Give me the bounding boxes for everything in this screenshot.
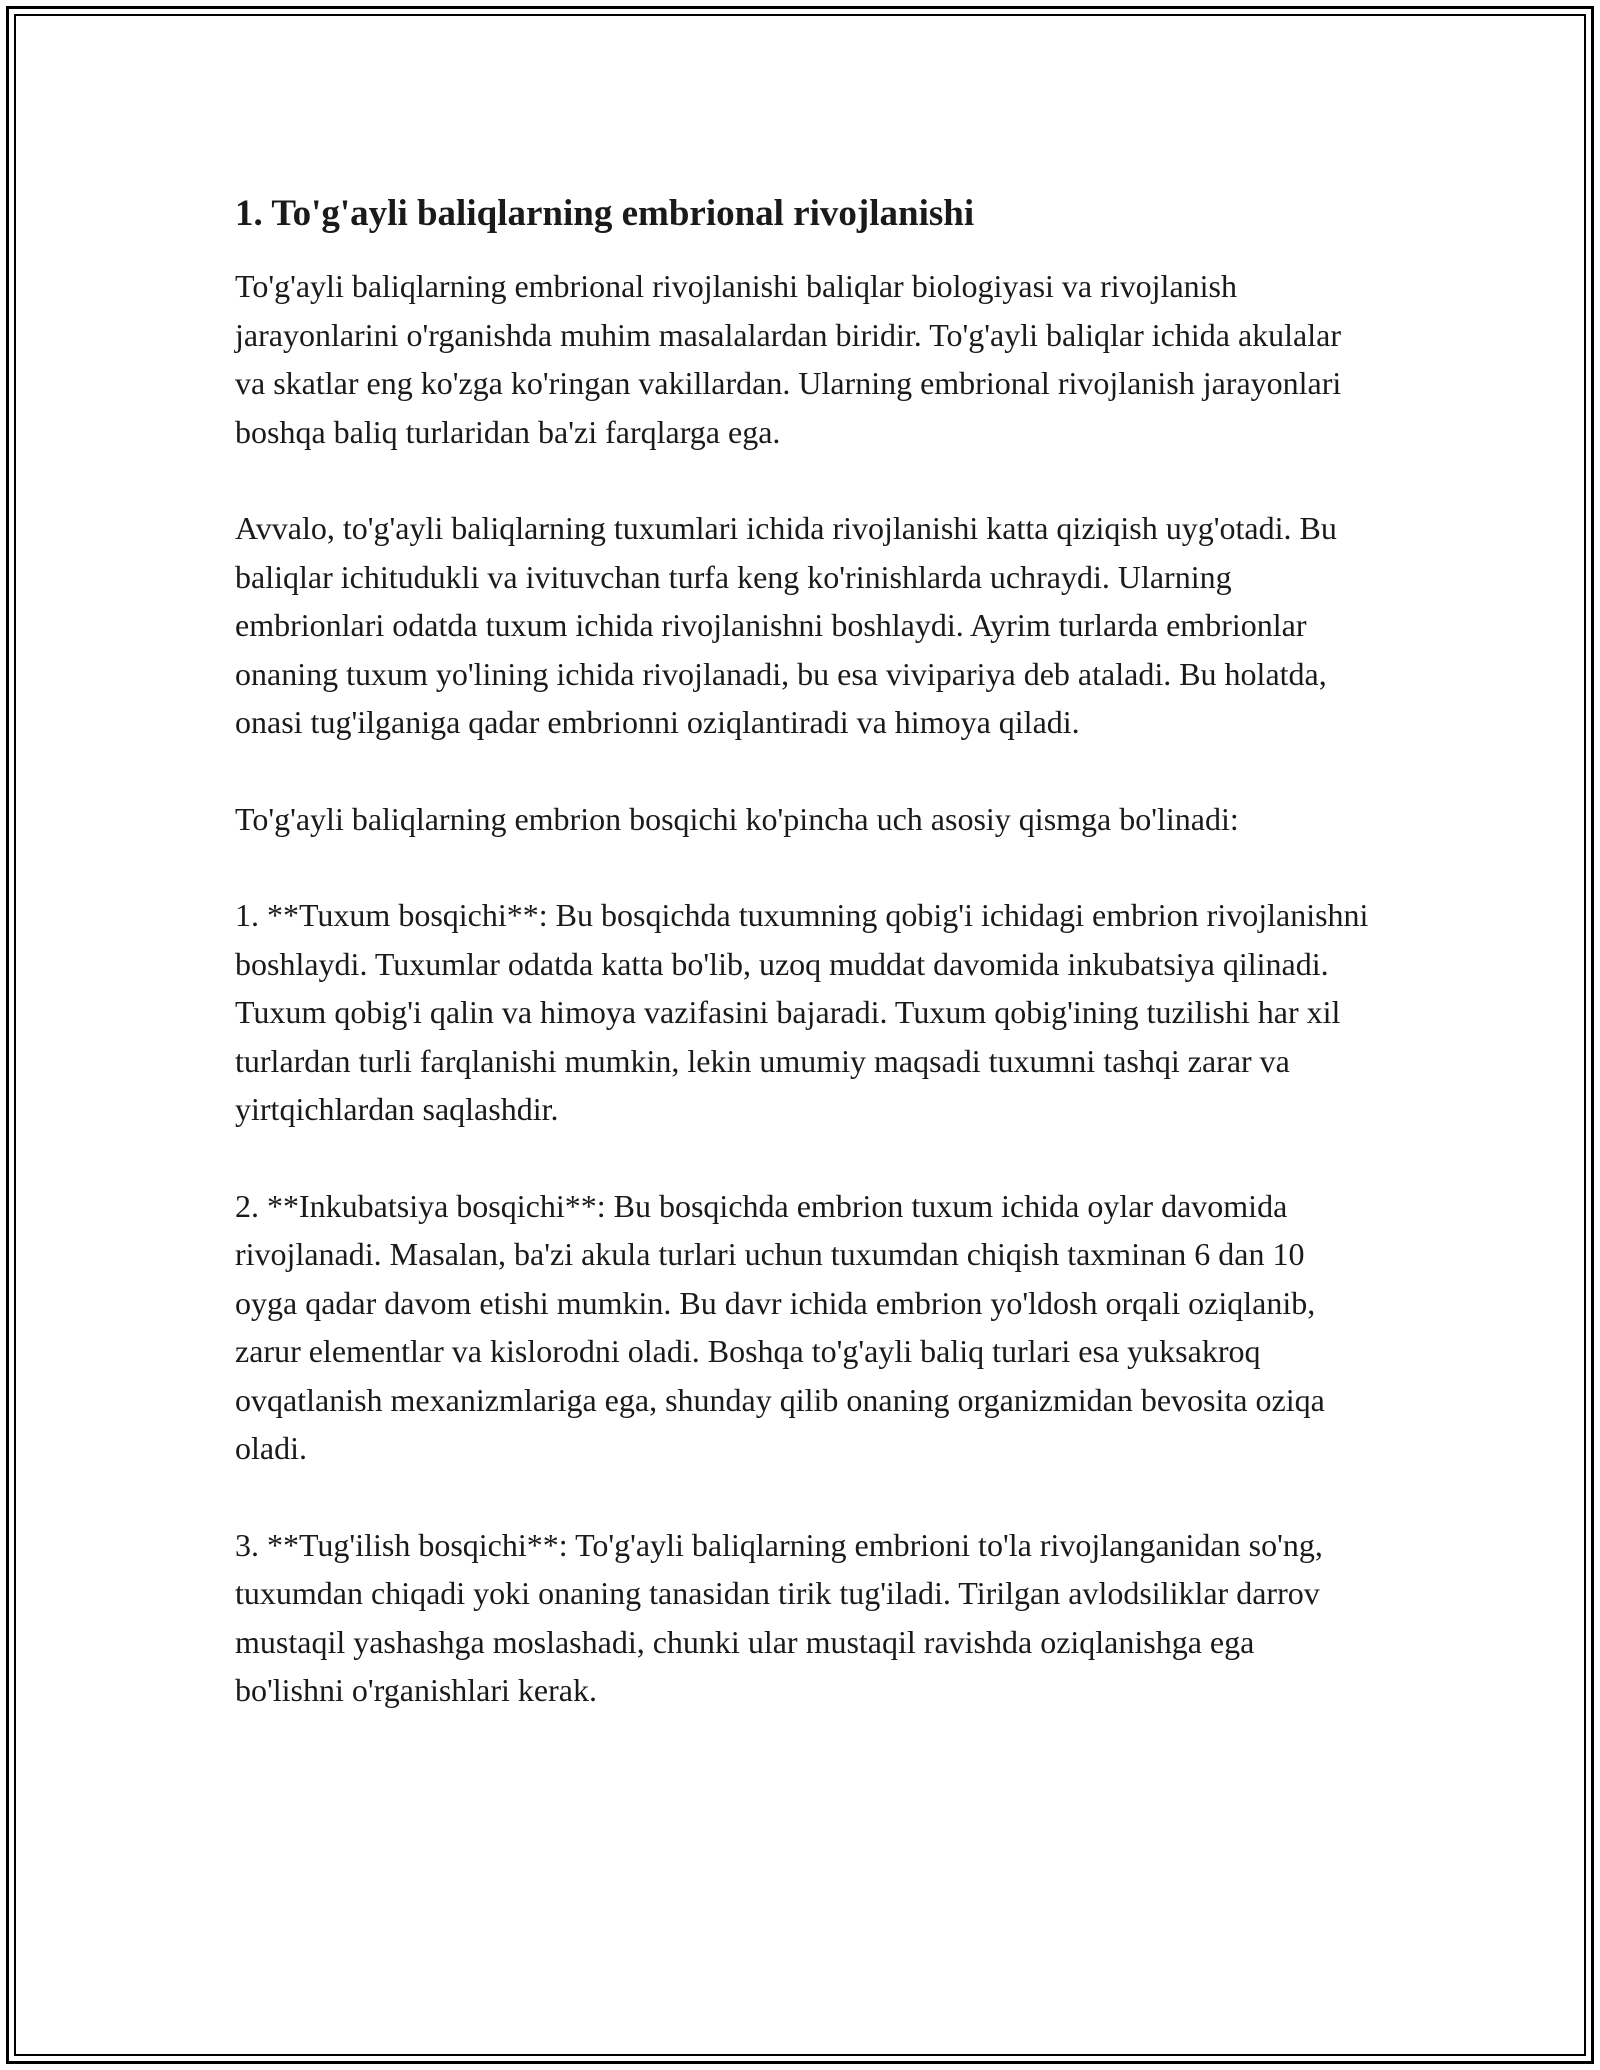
- paragraph-development: Avvalo, to'g'ayli baliqlarning tuxumlari ichida rivojlanishi katta qiziqish uyg'otadi. Bu baliqlar ichitudukli va ivituvchan turfa keng ko'rinishlarda uchraydi. Ularning embrionlari odatda tuxum ichida rivojlanishni boshlaydi. Ayrim turlarda embrionlar onaning tuxum yo'lining ichida rivojlanadi, bu esa vivipariya deb ataladi. Bu holatda, onasi tug'ilganiga qadar embrionni oziqlantiradi va himoya qiladi.: [235, 510, 1337, 740]
- paragraph-stage-birth: 3. **Tug'ilish bosqichi**: To'g'ayli baliqlarning embrioni to'la rivojlanganidan so'ng, tuxumdan chiqadi yoki onaning tanasidan tirik tug'iladi. Tirilgan avlodsiliklar darrov mustaqil yashashga moslashadi, chunki ular mustaqil ravishda oziqlanishga ega bo'lishni o'rganishlari kerak.: [235, 1526, 1323, 1708]
- paragraph-stages-intro: To'g'ayli baliqlarning embrion bosqichi ko'pincha uch asosiy qismga bo'linadi:: [235, 800, 1239, 837]
- document-body: [235, 188, 1370, 1763]
- paragraph-stage-egg: 1. **Tuxum bosqichi**: Bu bosqichda tuxumning qobig'i ichidagi embrion rivojlanishni boshlaydi. Tuxumlar odatda katta bo'lib, uzoq muddat davomida inkubatsiya qilinadi. Tuxum qobig'i qalin va himoya vazifasini bajaradi. Tuxum qobig'ining tuzilishi har xil turlardan turli farqlanishi mumkin, lekin umumiy maqsadi tuxumni tashqi zarar va yirtqichlardan saqlashdir.: [235, 897, 1369, 1127]
- paragraph-intro: To'g'ayli baliqlarning embrional rivojlanishi baliqlar biologiyasi va rivojlanish jarayonlarini o'rganishda muhim masalalardan biridir. To'g'ayli baliqlar ichida akulalar va skatlar eng ko'zga ko'ringan vakillardan. Ularning embrional rivojlanish jarayonlari boshqa baliq turlaridan ba'zi farqlarga ega.: [235, 268, 1342, 450]
- paragraph-stage-incubation: 2. **Inkubatsiya bosqichi**: Bu bosqichda embrion tuxum ichida oylar davomida rivojlanadi. Masalan, ba'zi akula turlari uchun tuxumdan chiqish taxminan 6 dan 10 oyga qadar davom etishi mumkin. Bu davr ichida embrion yo'ldosh orqali oziqlanib, zarur elementlar va kislorodni oladi. Boshqa to'g'ayli baliq turlari esa yuksakroq ovqatlanish mexanizmlariga ega, shunday qilib onaning organizmidan bevosita oziqa oladi.: [235, 1187, 1325, 1466]
- document-title: 1. To'g'ayli baliqlarning embrional rivojlanishi: [235, 193, 975, 234]
